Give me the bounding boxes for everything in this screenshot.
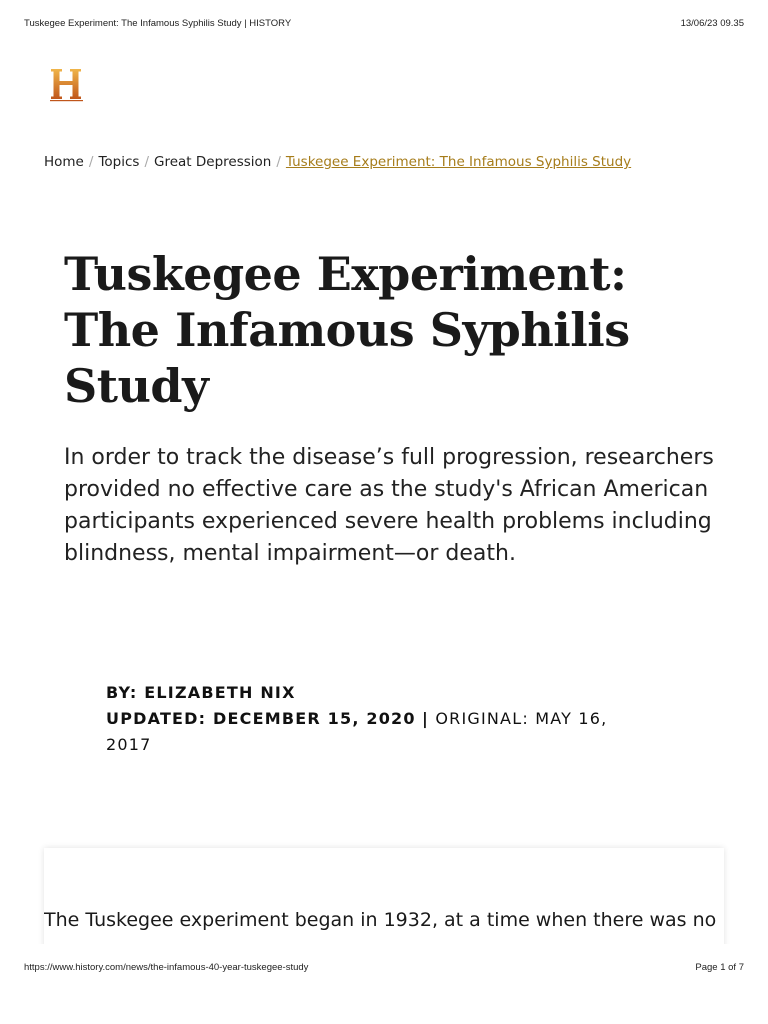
print-footer [24,962,744,973]
updated-date: UPDATED: DECEMBER 15, 2020 [106,709,416,728]
article-title: Tuskegee Experiment: The Infamous Syphilis Study [64,247,630,413]
print-datetime: 13/06/23 09.35 [680,18,744,29]
print-doc-title: Tuskegee Experiment: The Infamous Syphilis Study | HISTORY [24,18,292,29]
date-divider: | [422,709,430,728]
history-logo-link[interactable] [48,66,84,102]
article-body-first-line: The Tuskegee experiment began in 1932, at a time when there was no [44,909,717,931]
original-date: ORIGINAL: MAY 16, 2017 [106,709,608,754]
print-page-number: Page 1 of 7 [695,962,744,973]
breadcrumb-home-link[interactable]: Home [44,154,84,170]
breadcrumb-great-depression-link[interactable]: Great Depression [154,154,272,170]
breadcrumb-separator: / [144,154,149,170]
history-h-logo-icon [48,66,84,102]
article-byline [106,680,646,758]
author-byline: BY: ELIZABETH NIX [106,683,296,702]
breadcrumb-separator: / [88,154,94,170]
article-dek: In order to track the disease’s full progression, researchers provided no effective care as the study's African American participants experienced severe health problems including blindness, mental impairment—or death. [64,445,714,566]
breadcrumb-separator: / [276,154,281,170]
breadcrumb-current-article-link[interactable]: Tuskegee Experiment: The Infamous Syphilis Study [285,154,632,170]
print-url: https://www.history.com/news/the-infamous-40-year-tuskegee-study [24,962,309,973]
breadcrumb-topics-link[interactable]: Topics [98,154,140,170]
page-cut-area [0,944,768,1024]
print-header [24,18,744,29]
article-dates [106,706,646,758]
breadcrumb [44,154,631,170]
